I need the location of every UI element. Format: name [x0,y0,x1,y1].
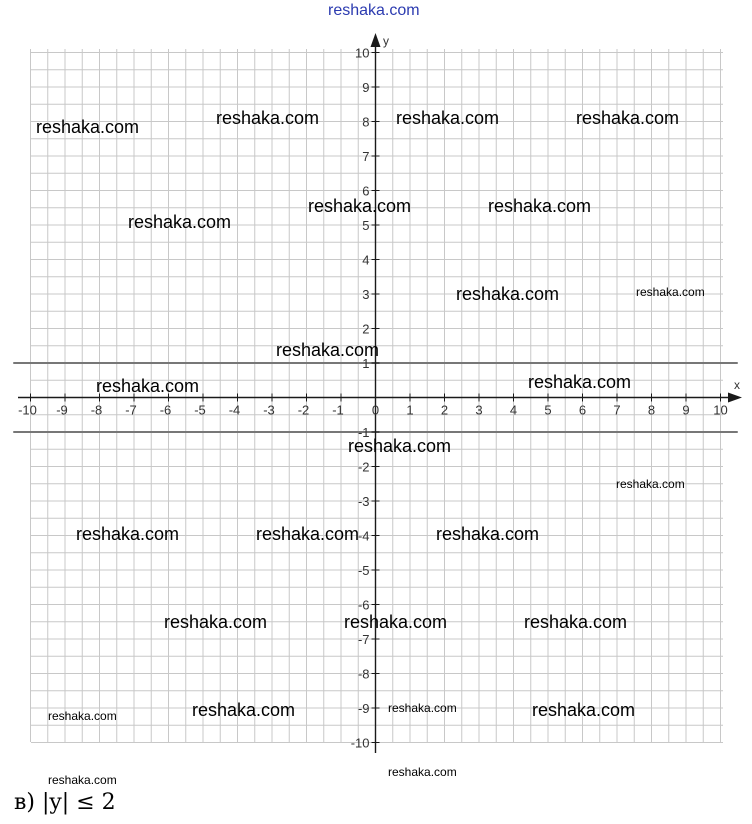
y-tick-label: -7 [357,632,370,647]
x-tick-label: -9 [56,402,68,418]
x-tick-label: -3 [263,402,275,418]
x-tick-label: 0 [371,402,380,418]
y-tick-label: -1 [357,425,370,440]
watermark: reshaka.com [48,709,117,723]
x-tick-label: 1 [406,402,414,418]
x-tick-label: -5 [194,402,206,418]
watermark: reshaka.com [456,284,560,304]
x-tick-label: 2 [440,402,449,418]
watermark: reshaka.com [388,765,457,779]
x-axis-label: x [734,378,740,392]
watermark: reshaka.com [488,196,592,216]
x-tick-label: -8 [90,402,103,418]
watermark: reshaka.com [636,285,705,299]
watermark: reshaka.com [164,612,268,632]
watermark: reshaka.com [128,212,232,232]
y-tick-label: 5 [362,218,370,233]
watermark: reshaka.com [524,612,628,632]
x-tick-label: -10 [18,402,37,418]
watermark: reshaka.com [576,108,680,128]
y-tick-label: -6 [357,597,370,613]
watermark: reshaka.com [388,701,457,715]
watermark: reshaka.com [528,372,632,392]
x-tick-label: 9 [682,402,690,418]
x-axis-arrow [728,393,742,403]
y-tick-label: -2 [357,459,370,475]
watermark: reshaka.com [48,773,117,787]
y-tick-label: 9 [362,80,370,95]
y-tick-label: -4 [357,528,370,544]
watermark: reshaka.com [96,376,200,396]
y-tick-label: 6 [362,183,370,199]
watermark: reshaka.com [396,108,500,128]
y-tick-label: -9 [357,701,370,716]
watermark: reshaka.com [344,612,448,632]
y-tick-label: -10 [350,735,370,751]
y-tick-label: -8 [357,666,370,682]
x-tick-label: -4 [228,402,241,418]
watermark: reshaka.com [256,524,360,544]
y-tick-label: -3 [357,494,370,509]
y-tick-label: 10 [355,45,370,61]
watermark: reshaka.com [76,524,180,544]
watermark: reshaka.com [216,108,320,128]
x-tick-label: 4 [509,402,518,418]
y-tick-label: 8 [362,114,370,130]
y-tick-label: 4 [362,252,370,268]
watermark: reshaka.com [532,700,636,720]
watermark: reshaka.com [616,477,685,491]
y-tick-label: 2 [362,321,370,337]
x-tick-label: -2 [297,402,310,418]
y-axis-arrow [371,33,381,47]
y-tick-label: 7 [362,149,370,164]
watermark: reshaka.com [36,117,140,137]
y-tick-label: -5 [357,563,370,578]
y-axis-label: y [383,34,389,48]
exercise-caption: в) |y| ≤ 2 [14,790,116,815]
x-tick-label: 6 [578,402,587,418]
x-tick-label: -7 [125,402,137,418]
x-tick-label: 5 [544,402,552,418]
watermark: reshaka.com [192,700,296,720]
watermark: reshaka.com [308,196,412,216]
x-tick-label: 10 [713,402,728,418]
x-tick-label: 7 [613,402,621,418]
watermark-top: reshaka.com [328,2,420,19]
y-tick-label: 1 [362,356,370,371]
watermark: reshaka.com [276,340,380,360]
x-tick-label: 8 [647,402,656,418]
x-tick-label: 3 [475,402,483,418]
watermark: reshaka.com [348,436,452,456]
y-tick-label: 3 [362,287,370,302]
watermark: reshaka.com [436,524,540,544]
x-tick-label: -1 [332,402,344,418]
x-tick-label: -6 [159,402,172,418]
